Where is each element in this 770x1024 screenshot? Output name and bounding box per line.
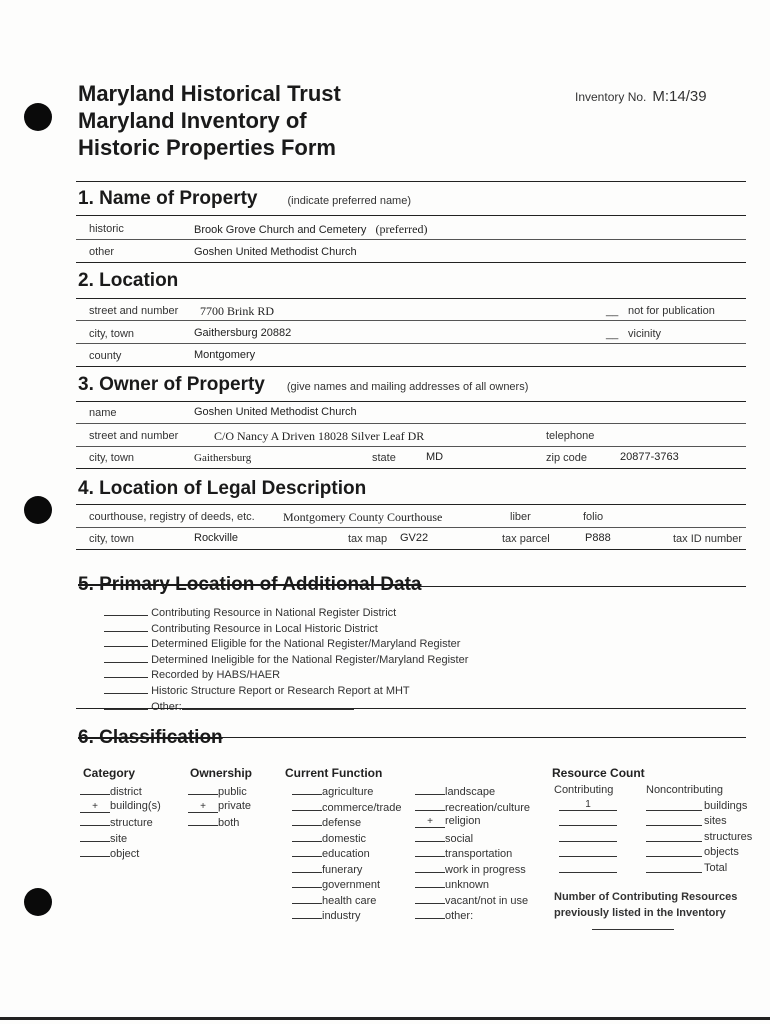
section-1-heading: 1. Name of Property (indicate preferred name): [78, 188, 412, 209]
state-value: MD: [426, 451, 444, 463]
previously-listed: [554, 891, 737, 930]
location-city-value: Gaithersburg 20882: [194, 327, 292, 339]
function-item: transportation: [415, 846, 530, 862]
additional-data-item: Contributing Resource in Local Historic District: [104, 621, 468, 637]
binder-hole-bottom: [24, 888, 52, 916]
location-street-value: 7700 Brink RD: [200, 304, 275, 318]
courthouse-value: Montgomery County Courthouse: [283, 510, 443, 524]
category-item: + building(s): [80, 800, 161, 816]
title-line-3: Historic Properties Form: [78, 135, 336, 160]
liber-label: liber: [510, 511, 531, 523]
function-column-1: [285, 766, 402, 924]
ownership-item: both: [188, 815, 252, 831]
function-column-2: [415, 766, 530, 924]
resource-count-row: sites: [552, 815, 762, 831]
contributing-label: Contributing: [554, 784, 614, 796]
function-item: agriculture: [292, 784, 401, 800]
section-3-heading: 3. Owner of Property (give names and mailing addresses of all owners): [78, 374, 529, 395]
category-column: [80, 766, 161, 862]
county-value: Montgomery: [194, 349, 256, 361]
resource-count-row: objects: [552, 846, 762, 862]
function-item: health care: [292, 893, 401, 909]
vicinity-mark: __: [606, 328, 619, 340]
location-city-label: city, town: [89, 328, 135, 340]
section-4-heading: 4. Location of Legal Description: [78, 478, 367, 499]
additional-data-item: Determined Ineligible for the National Register/Maryland Register: [104, 652, 468, 668]
function-item: work in progress: [415, 862, 530, 878]
form-title: [78, 80, 341, 161]
zip-label: zip code: [546, 452, 587, 464]
resource-count-row: 1 buildings: [552, 800, 762, 816]
tax-parcel-label: tax parcel: [502, 533, 550, 545]
function-item: government: [292, 877, 401, 893]
state-label: state: [372, 452, 396, 464]
courthouse-label: courthouse, registry of deeds, etc.: [89, 511, 255, 523]
additional-data-other: Other:: [104, 699, 468, 711]
category-item: district: [80, 784, 161, 800]
historic-note: (preferred): [375, 222, 428, 236]
function-item: landscape: [415, 784, 530, 800]
binder-hole-middle: [24, 496, 52, 524]
owner-city-value: Gaithersburg: [194, 452, 252, 464]
category-item: site: [80, 831, 161, 847]
additional-data-item: Determined Eligible for the National Register/Maryland Register: [104, 636, 468, 652]
other-name-value: Goshen United Methodist Church: [194, 246, 357, 258]
function-item: other:: [415, 908, 530, 924]
function-item: vacant/not in use: [415, 893, 530, 909]
additional-data-list: [104, 605, 468, 711]
category-item: object: [80, 846, 161, 862]
tax-parcel-value: P888: [585, 532, 611, 544]
function-item: domestic: [292, 831, 401, 847]
function-item: social: [415, 831, 530, 847]
ownership-item: public: [188, 784, 252, 800]
resource-count-header: Resource Count: [552, 766, 645, 780]
inventory-value: M:14/39: [652, 88, 707, 105]
binder-hole-top: [24, 103, 52, 131]
function-item: commerce/trade: [292, 800, 401, 816]
function-item: + religion: [415, 815, 530, 831]
previously-listed-blank: [592, 929, 674, 930]
tax-map-label: tax map: [348, 533, 388, 545]
section-2-heading: 2. Location: [78, 270, 179, 291]
additional-data-item: Contributing Resource in National Register District: [104, 605, 468, 621]
resource-count-row: Total: [552, 862, 762, 878]
page-bottom-edge: [0, 1017, 770, 1020]
legal-city-value: Rockville: [194, 532, 239, 544]
section-5-heading: 5. Primary Location of Additional Data: [78, 574, 422, 595]
previously-listed-label-2: previously listed in the Inventory: [554, 907, 726, 919]
folio-label: folio: [583, 511, 604, 523]
additional-data-item: Recorded by HABS/HAER: [104, 667, 468, 683]
noncontributing-label: Noncontributing: [646, 784, 724, 796]
inventory-number: [575, 88, 707, 105]
historic-label: historic: [89, 223, 124, 235]
legal-city-label: city, town: [89, 533, 135, 545]
location-street-label: street and number: [89, 305, 179, 317]
inventory-label: Inventory No.: [575, 90, 647, 104]
function-item: unknown: [415, 877, 530, 893]
owner-city-label: city, town: [89, 452, 135, 464]
ownership-column: [188, 766, 252, 831]
title-line-2: Maryland Inventory of: [78, 108, 307, 133]
not-for-publication-mark: __: [606, 305, 619, 317]
function-item: funerary: [292, 862, 401, 878]
previously-listed-label-1: Number of Contributing Resources: [554, 891, 738, 903]
category-item: structure: [80, 815, 161, 831]
category-header: Category: [83, 766, 136, 780]
historic-value: Brook Grove Church and Cemetery (preferred): [194, 222, 428, 236]
vicinity-label: vicinity: [628, 328, 662, 340]
title-line-1: Maryland Historical Trust: [78, 81, 341, 106]
telephone-label: telephone: [546, 430, 595, 442]
section-3-note: (give names and mailing addresses of all owners): [286, 381, 529, 393]
additional-data-item: Historic Structure Report or Research Report at MHT: [104, 683, 468, 699]
section-6-heading: 6. Classification: [78, 727, 223, 748]
zip-value: 20877-3763: [620, 451, 679, 463]
function-header: Current Function: [285, 766, 383, 780]
county-label: county: [89, 350, 122, 362]
ownership-header: Ownership: [190, 766, 253, 780]
function-item: recreation/culture: [415, 800, 530, 816]
function-item: defense: [292, 815, 401, 831]
resource-count: [552, 766, 762, 877]
function-item: education: [292, 846, 401, 862]
owner-street-value: C/O Nancy A Driven 18028 Silver Leaf DR: [214, 429, 425, 443]
tax-map-value: GV22: [400, 532, 429, 544]
section-1-note: (indicate preferred name): [287, 195, 412, 207]
resource-count-row: structures: [552, 831, 762, 847]
function-item: industry: [292, 908, 401, 924]
other-name-label: other: [89, 246, 115, 258]
owner-street-label: street and number: [89, 430, 179, 442]
owner-name-value: Goshen United Methodist Church: [194, 406, 357, 418]
not-for-publication-label: not for publication: [628, 305, 715, 317]
tax-id-label: tax ID number: [673, 533, 743, 545]
ownership-item: + private: [188, 800, 252, 816]
owner-name-label: name: [89, 407, 117, 419]
